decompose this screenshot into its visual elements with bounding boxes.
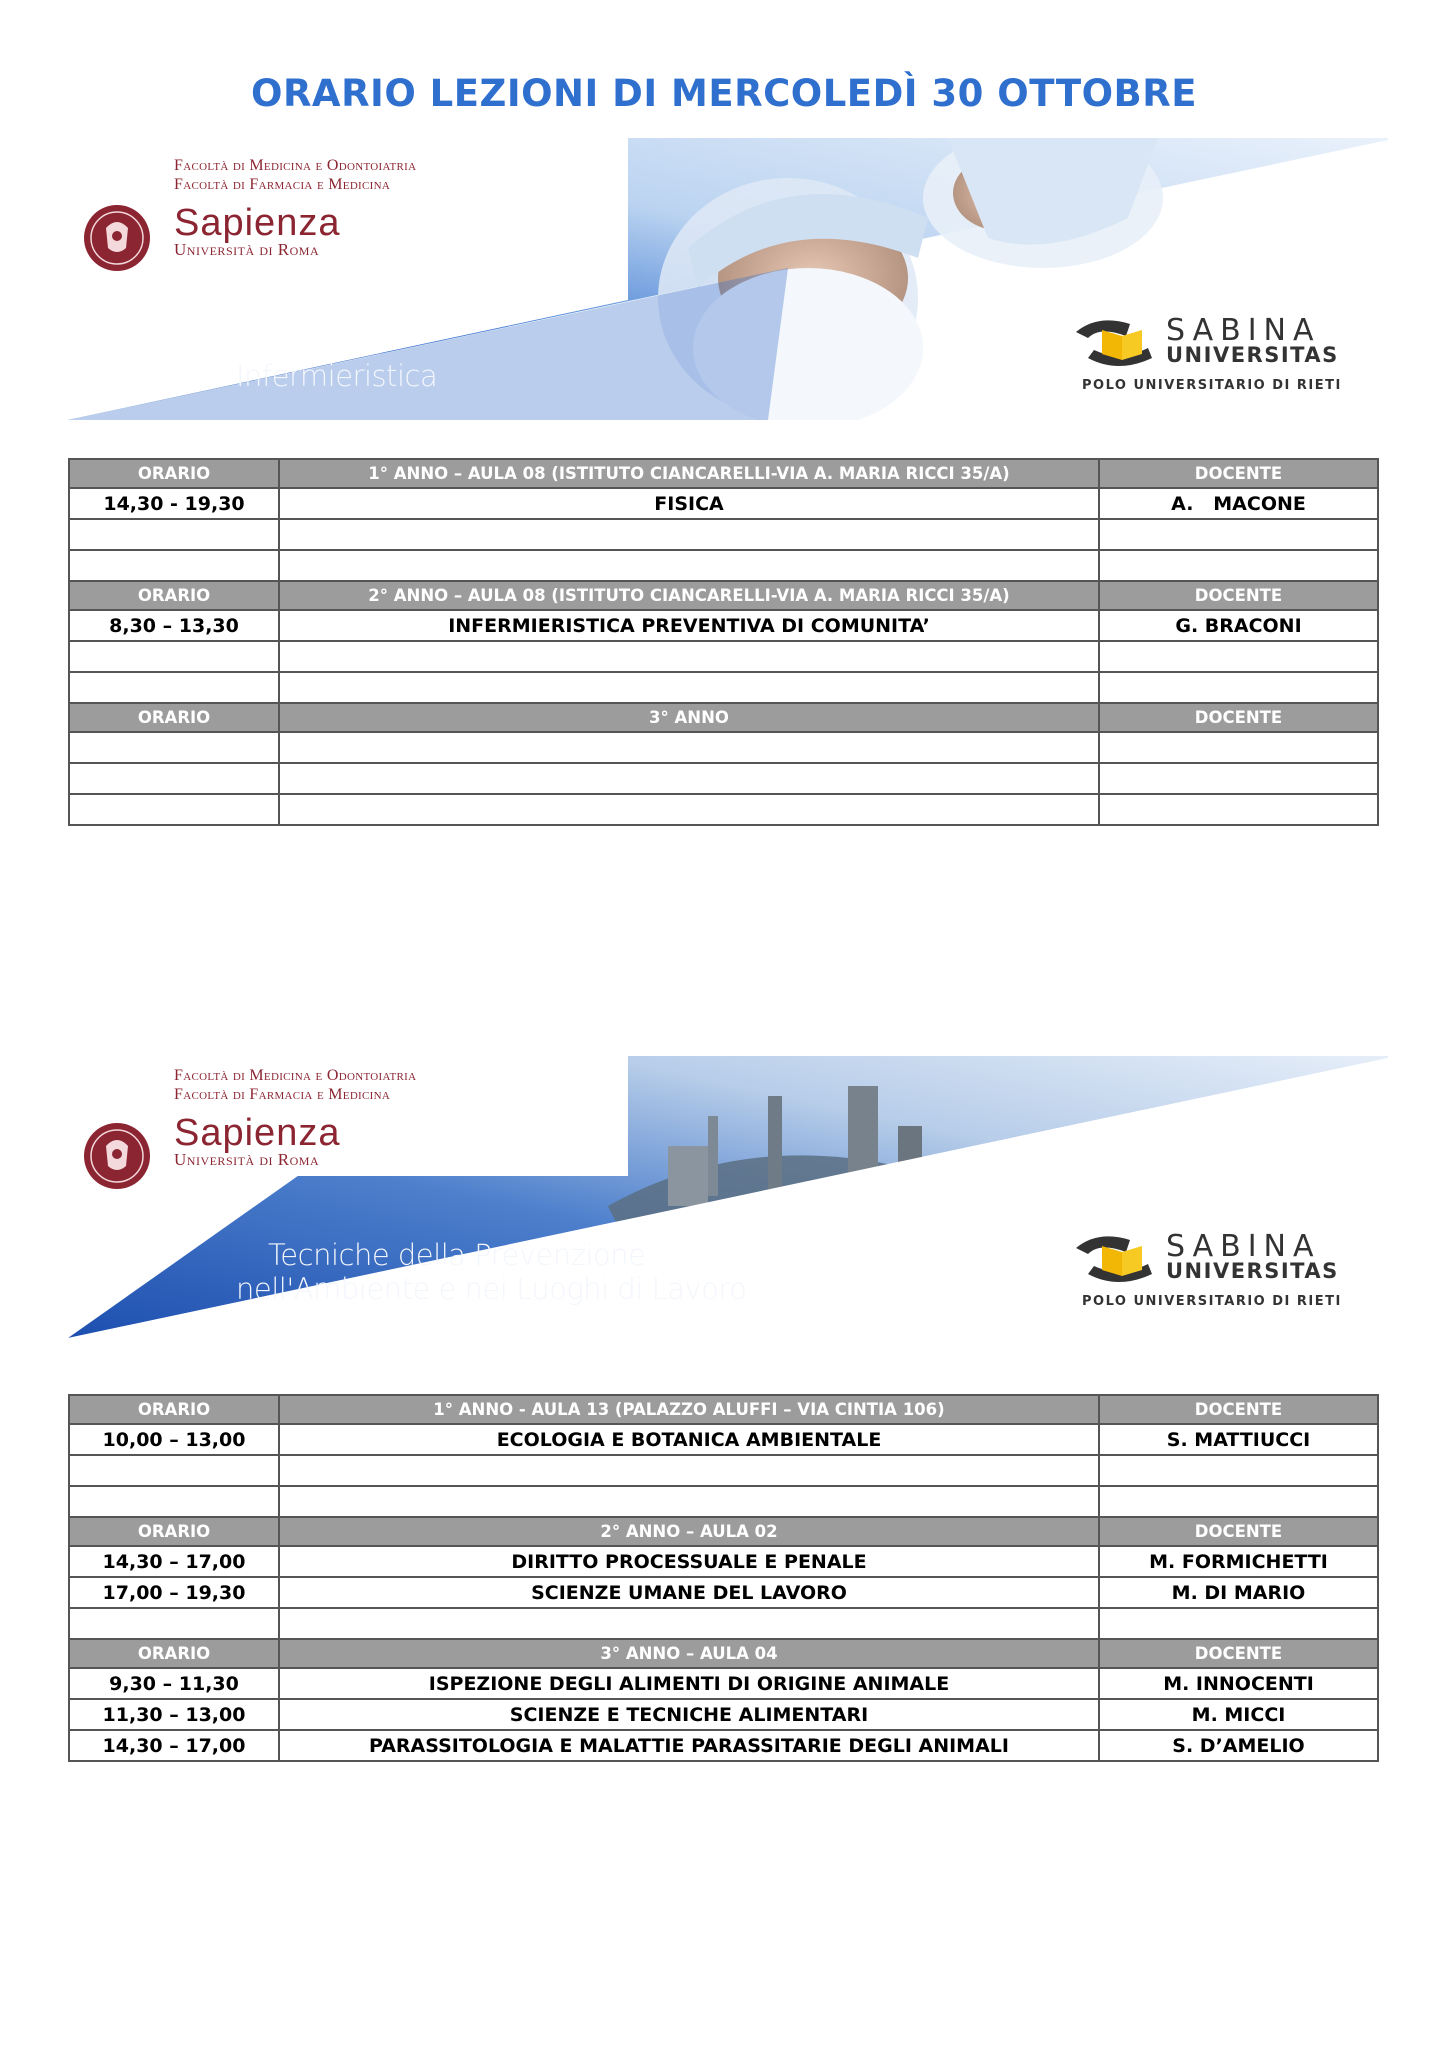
header-anno: 1° ANNO - AULA 13 (PALAZZO ALUFFI – VIA CINTIA 106) bbox=[279, 1395, 1099, 1424]
table-row bbox=[69, 732, 1378, 763]
cell-materia: PARASSITOLOGIA E MALATTIE PARASSITARIE DEGLI ANIMALI bbox=[279, 1730, 1099, 1761]
cell-materia bbox=[279, 672, 1099, 703]
course-title-line-2: nell'Ambiente e nei Luoghi di Lavoro bbox=[236, 1272, 747, 1306]
cell-orario bbox=[69, 641, 279, 672]
table-row bbox=[69, 610, 1378, 641]
cell-docente: A. MACONE bbox=[1099, 488, 1378, 519]
table-row bbox=[69, 1668, 1378, 1699]
cell-orario bbox=[69, 1455, 279, 1486]
section-header-row bbox=[69, 1639, 1378, 1668]
header-docente: DOCENTE bbox=[1099, 1517, 1378, 1546]
banner-infermieristica bbox=[68, 138, 1388, 420]
cell-materia bbox=[279, 641, 1099, 672]
cell-orario bbox=[69, 550, 279, 581]
cell-orario: 14,30 – 17,00 bbox=[69, 1730, 279, 1761]
table-row bbox=[69, 763, 1378, 794]
section-header-row bbox=[69, 459, 1378, 488]
cell-docente bbox=[1099, 672, 1378, 703]
section-header-row bbox=[69, 1395, 1378, 1424]
header-orario: ORARIO bbox=[69, 1639, 279, 1668]
cell-materia: ECOLOGIA E BOTANICA AMBIENTALE bbox=[279, 1424, 1099, 1455]
cell-materia bbox=[279, 732, 1099, 763]
table-row bbox=[69, 794, 1378, 825]
header-docente: DOCENTE bbox=[1099, 581, 1378, 610]
cell-orario bbox=[69, 519, 279, 550]
header-docente: DOCENTE bbox=[1099, 1395, 1378, 1424]
university-sub: Università di Roma bbox=[174, 240, 320, 259]
header-docente: DOCENTE bbox=[1099, 1639, 1378, 1668]
cell-docente bbox=[1099, 641, 1378, 672]
header-anno: 2° ANNO – AULA 02 bbox=[279, 1517, 1099, 1546]
cell-orario: 8,30 – 13,30 bbox=[69, 610, 279, 641]
header-docente: DOCENTE bbox=[1099, 703, 1378, 732]
header-orario: ORARIO bbox=[69, 1517, 279, 1546]
table-row bbox=[69, 1699, 1378, 1730]
faculty-line-1: Facoltà di Medicina e Odontoiatria bbox=[174, 157, 417, 174]
section-header-row bbox=[69, 581, 1378, 610]
cell-orario bbox=[69, 763, 279, 794]
cell-docente: M. DI MARIO bbox=[1099, 1577, 1378, 1608]
cell-materia: SCIENZE UMANE DEL LAVORO bbox=[279, 1577, 1099, 1608]
cell-orario: 10,00 – 13,00 bbox=[69, 1424, 279, 1455]
table-row bbox=[69, 1455, 1378, 1486]
header-orario: ORARIO bbox=[69, 703, 279, 732]
banner-tecniche-prevenzione bbox=[68, 1056, 1388, 1338]
cell-materia bbox=[279, 1486, 1099, 1517]
cell-docente bbox=[1099, 794, 1378, 825]
cell-docente bbox=[1099, 519, 1378, 550]
cell-docente bbox=[1099, 763, 1378, 794]
partner-sub: UNIVERSITAS bbox=[1166, 1259, 1339, 1283]
cell-docente bbox=[1099, 1608, 1378, 1639]
faculty-line-2: Facoltà di Farmacia e Medicina bbox=[174, 176, 391, 193]
cell-materia bbox=[279, 1608, 1099, 1639]
cell-materia: FISICA bbox=[279, 488, 1099, 519]
cell-orario: 11,30 – 13,00 bbox=[69, 1699, 279, 1730]
cell-materia bbox=[279, 794, 1099, 825]
university-sub: Università di Roma bbox=[174, 1150, 320, 1169]
course-title: Infermieristica bbox=[236, 359, 438, 393]
faculty-line-2: Facoltà di Farmacia e Medicina bbox=[174, 1086, 391, 1103]
cell-materia: DIRITTO PROCESSUALE E PENALE bbox=[279, 1546, 1099, 1577]
cell-materia bbox=[279, 1455, 1099, 1486]
header-orario: ORARIO bbox=[69, 1395, 279, 1424]
cell-docente bbox=[1099, 550, 1378, 581]
section-header-row bbox=[69, 1517, 1378, 1546]
partner-name: SABINA bbox=[1166, 1229, 1321, 1264]
cell-docente: M. MICCI bbox=[1099, 1699, 1378, 1730]
cell-materia bbox=[279, 519, 1099, 550]
cell-docente: M. FORMICHETTI bbox=[1099, 1546, 1378, 1577]
table-row bbox=[69, 1608, 1378, 1639]
faculty-line-1: Facoltà di Medicina e Odontoiatria bbox=[174, 1067, 417, 1084]
table-row bbox=[69, 519, 1378, 550]
partner-name: SABINA bbox=[1166, 313, 1321, 348]
cell-orario bbox=[69, 732, 279, 763]
cell-docente bbox=[1099, 732, 1378, 763]
sabina-universitas-logo bbox=[1068, 1228, 1368, 1318]
header-orario: ORARIO bbox=[69, 459, 279, 488]
header-anno: 3° ANNO bbox=[279, 703, 1099, 732]
cell-orario: 14,30 – 17,00 bbox=[69, 1546, 279, 1577]
table-row bbox=[69, 488, 1378, 519]
cell-materia: ISPEZIONE DEGLI ALIMENTI DI ORIGINE ANIMALE bbox=[279, 1668, 1099, 1699]
header-anno: 3° ANNO – AULA 04 bbox=[279, 1639, 1099, 1668]
cell-docente: G. BRACONI bbox=[1099, 610, 1378, 641]
sapienza-seal-icon bbox=[82, 1116, 152, 1196]
header-docente: DOCENTE bbox=[1099, 459, 1378, 488]
course-title-line-1: Tecniche della Prevenzione bbox=[268, 1238, 646, 1272]
cell-orario: 14,30 - 19,30 bbox=[69, 488, 279, 519]
sabina-book-icon bbox=[1068, 1230, 1164, 1292]
cell-materia: INFERMIERISTICA PREVENTIVA DI COMUNITA’ bbox=[279, 610, 1099, 641]
table-row bbox=[69, 1577, 1378, 1608]
table-row bbox=[69, 1486, 1378, 1517]
partner-sub: UNIVERSITAS bbox=[1166, 343, 1339, 367]
cell-docente bbox=[1099, 1455, 1378, 1486]
header-orario: ORARIO bbox=[69, 581, 279, 610]
cell-docente: S. MATTIUCCI bbox=[1099, 1424, 1378, 1455]
cell-orario: 9,30 – 11,30 bbox=[69, 1668, 279, 1699]
header-anno: 1° ANNO – AULA 08 (ISTITUTO CIANCARELLI-VIA A. MARIA RICCI 35/A) bbox=[279, 459, 1099, 488]
cell-orario bbox=[69, 1608, 279, 1639]
table-row bbox=[69, 1424, 1378, 1455]
page-title: ORARIO LEZIONI DI MERCOLEDÌ 30 OTTOBRE bbox=[250, 72, 1198, 115]
university-name: Sapienza bbox=[174, 202, 341, 244]
cell-materia bbox=[279, 550, 1099, 581]
cell-materia bbox=[279, 763, 1099, 794]
partner-polo: POLO UNIVERSITARIO DI RIETI bbox=[1082, 1294, 1342, 1309]
sabina-universitas-logo bbox=[1068, 312, 1368, 402]
sabina-book-icon bbox=[1068, 314, 1164, 376]
cell-docente bbox=[1099, 1486, 1378, 1517]
university-name: Sapienza bbox=[174, 1112, 341, 1154]
partner-polo: POLO UNIVERSITARIO DI RIETI bbox=[1082, 378, 1342, 393]
header-anno: 2° ANNO – AULA 08 (ISTITUTO CIANCARELLI-VIA A. MARIA RICCI 35/A) bbox=[279, 581, 1099, 610]
cell-docente: S. D’AMELIO bbox=[1099, 1730, 1378, 1761]
table-row bbox=[69, 1546, 1378, 1577]
sapienza-seal-icon bbox=[82, 198, 152, 278]
table-row bbox=[69, 672, 1378, 703]
table-row bbox=[69, 1730, 1378, 1761]
cell-orario bbox=[69, 672, 279, 703]
schedule-table-tecniche-prevenzione bbox=[68, 1394, 1379, 1762]
table-row bbox=[69, 550, 1378, 581]
cell-orario bbox=[69, 1486, 279, 1517]
schedule-table-infermieristica bbox=[68, 458, 1379, 826]
cell-orario: 17,00 – 19,30 bbox=[69, 1577, 279, 1608]
table-row bbox=[69, 641, 1378, 672]
cell-materia: SCIENZE E TECNICHE ALIMENTARI bbox=[279, 1699, 1099, 1730]
cell-docente: M. INNOCENTI bbox=[1099, 1668, 1378, 1699]
section-header-row bbox=[69, 703, 1378, 732]
cell-orario bbox=[69, 794, 279, 825]
